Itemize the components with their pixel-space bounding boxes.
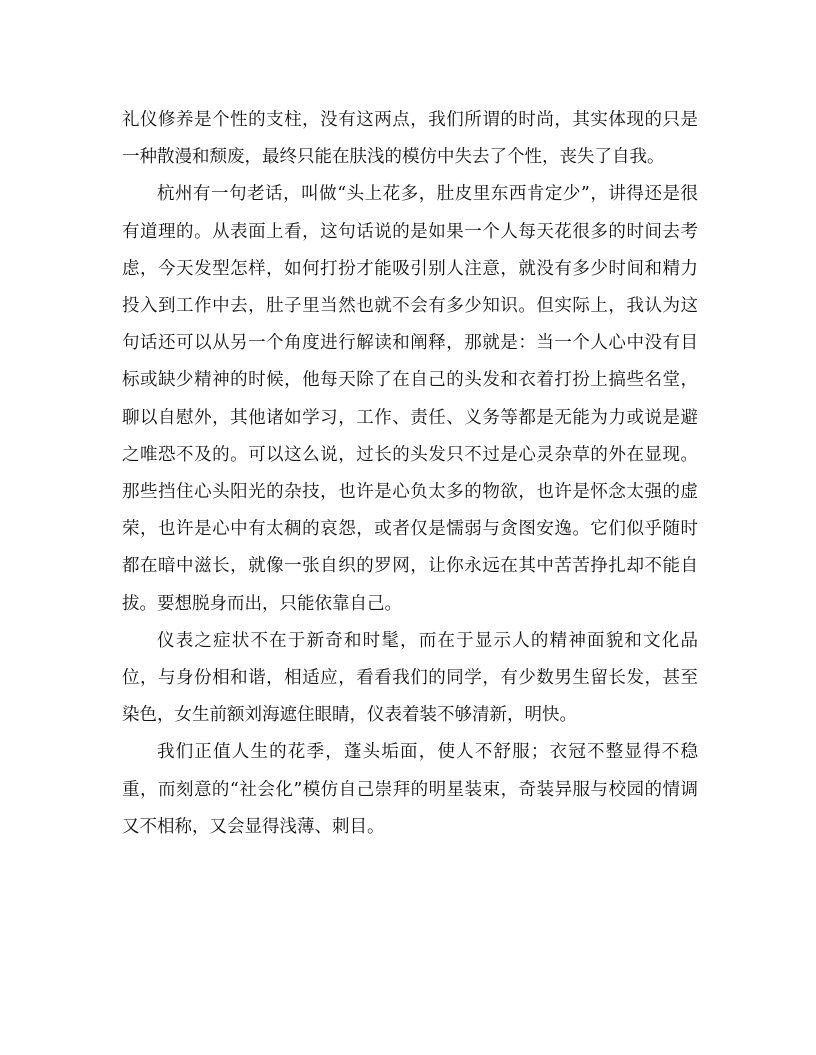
paragraph-3: 仪表之症状不在于新奇和时髦，而在于显示人的精神面貌和文化品位，与身份相和谐，相适应，看看我们的同学，有少数男生留长发，甚至染色，女生前额刘海遮住眼睛，仪表着装不够清新，明快。 [122, 630, 698, 726]
document-body [122, 102, 698, 846]
paragraph-4: 我们正值人生的花季，蓬头垢面，使人不舒服；衣冠不整显得不稳重，而刻意的“社会化”模仿自己崇拜的明星装束，奇装异服与校园的情调又不相称，又会显得浅薄、刺目。 [122, 742, 698, 837]
paragraph-1: 礼仪修养是个性的支柱，没有这两点，我们所谓的时尚，其实体现的只是一种散漫和颓废，最终只能在肤浅的模仿中失去了个性，丧失了自我。 [122, 110, 698, 168]
paragraph-2: 杭州有一句老话，叫做“头上花多，肚皮里东西肯定少”，讲得还是很有道理的。从表面上看，这句话说的是如果一个人每天花很多的时间去考虑，今天发型怎样，如何打扮才能吸引别人注意，就没有多少时间和精力投入到工作中去，肚子里当然也就不会有多少知识。但实际上，我认为这句话还可以从另一个角度进行解读和阐释，那就是：当一个人心中没有目标或缺少精神的时候，他每天除了在自己的头发和衣着打扮上搞些名堂，聊以自慰外，其他诸如学习，工作、责任、义务等都是无能为力或说是避之唯恐不及的。可以这么说，过长的头发只不过是心灵杂草的外在显现。那些挡住心头阳光的杂技，也许是心负太多的物欲，也许是怀念太强的虚荣，也许是心中有太稠的哀怨，或者仅是懦弱与贪图安逸。它们似乎随时都在暗中滋长，就像一张自织的罗网，让你永远在其中苦苦挣扎却不能自拔。要想脱身而出，只能依靠自己。 [122, 184, 698, 614]
